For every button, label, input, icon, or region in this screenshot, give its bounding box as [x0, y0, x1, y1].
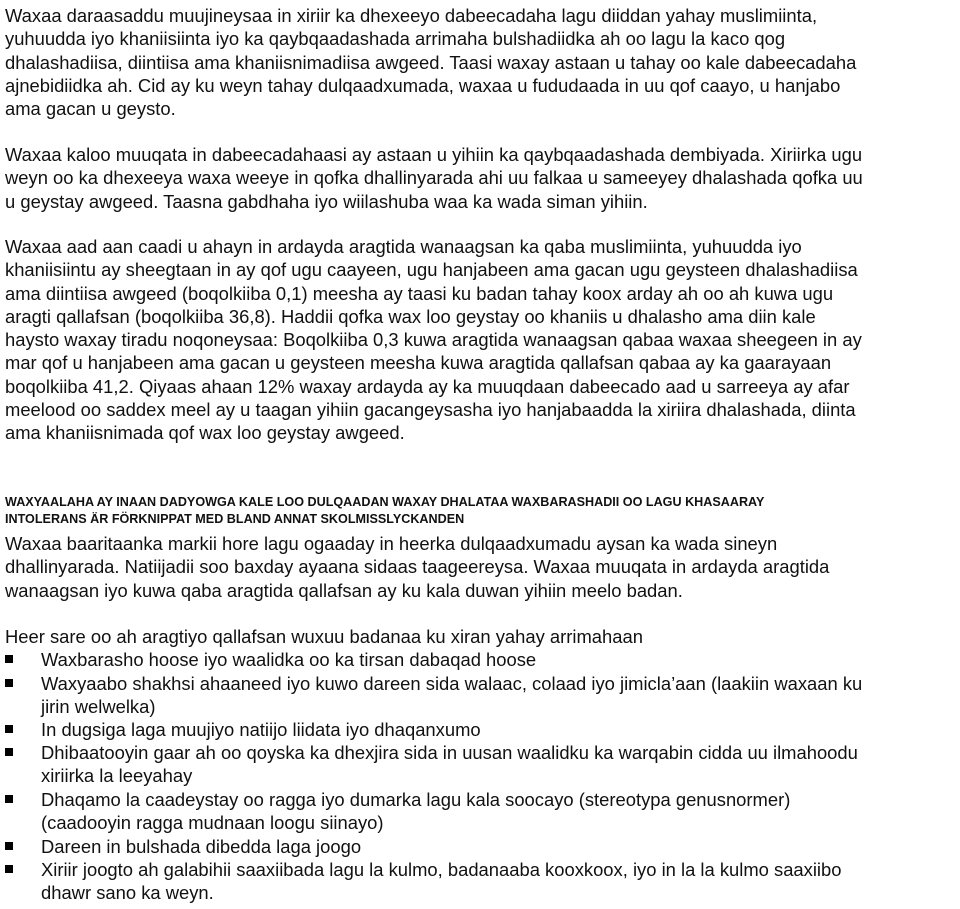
square-bullet-icon: [5, 865, 13, 873]
text-line: haysto waxay tiradu noqoneysaa: Boqolkiiba 0,3 kuwa aragtida wanaagsan qabaa waxaa sheegeen in ay: [5, 329, 862, 351]
text-line: ajnebidiidka ah. Cid ay ku weyn tahay dulqaadxumada, waxaa u fududaada in uu qof caayo, u hanjabo: [5, 74, 841, 96]
square-bullet-icon: [5, 748, 13, 756]
text-line: aragti qallafsan (boqolkiiba 36,8). Haddii qofka wax loo geystay oo khaniis u dhalasho ama diin kale: [5, 305, 816, 327]
heading-line-swedish: INTOLERANS ÄR FÖRKNIPPAT MED BLAND ANNAT SKOLMISSLYCKANDEN: [5, 512, 465, 526]
bullet-text: (caadooyin ragga mudnaan loogu siinayo): [41, 812, 384, 834]
bullet-text: xiriirka la leeyahay: [41, 765, 193, 787]
text-line: yuhuudda iyo khaniisiinta iyo ka qaybqaadashada arrimaha bulshadiidka ah oo lagu la kaco qog: [5, 28, 786, 50]
square-bullet-icon: [5, 655, 13, 663]
text-line: Waxaa daraasaddu muujineysaa in xiriir ka dhexeeyo dabeecadaha lagu diiddan yahay muslimiinta,: [5, 5, 818, 26]
text-line: boqolkiiba 41,2. Qiyaas ahaan 12% waxay ardayda ay ka muuqdaan dabeecado aad u sarreeya ay afar: [5, 375, 850, 397]
bullet-text: Xiriir joogto ah galabihii saaxiibada lagu la kulmo, badanaaba kooxkoox, iyo in la la kulmo saaxiibo: [41, 859, 842, 880]
text-line: ama diintiisa awgeed (boqolkiiba 0,1) meesha ay taasi ku badan tahay koox arday ah oo ah kuwa ugu: [5, 282, 834, 304]
paragraph-3: [5, 235, 957, 445]
bullet-text: jirin welwelka): [41, 696, 156, 718]
text-line: meelood oo saddex meel ay u taagan yihiin gacangeysasha iyo hanjabaadda la xiriira dhalashada, diinta: [5, 399, 856, 421]
square-bullet-icon: [5, 679, 13, 687]
paragraph-2: [5, 143, 957, 213]
paragraph-4: [5, 532, 957, 602]
text-line: khaniisiintu ay sheegtaan in ay qof ugu caayeen, ugu hanjabeen ama gacan ugu geysteen dhalashadiisa: [5, 259, 858, 281]
text-line: dhallinyarada. Natiijadii soo baxday ayaana sidaas taageereysa. Waxaa muuqata in ardayda aragtida: [5, 556, 830, 578]
bullet-text: Dhibaatooyin gaar ah oo qoyska ka dhexjira sida in uusan waalidku ka warqabin cidda uu ilmahoodu: [41, 742, 858, 763]
text-line: wanaagsan iyo kuwa qaba aragtida qallafsan ay ku kala duwan yihiin meelo badan.: [5, 579, 683, 601]
text-line: Waxaa kaloo muuqata in dabeecadahaasi ay astaan u yihiin ka qaybqaadashada dembiyada. Xiriirka ugu: [5, 144, 863, 165]
paragraph-1: [5, 4, 957, 120]
text-line: ama gacan u geysto.: [5, 98, 176, 120]
paragraph-5: [5, 625, 957, 648]
square-bullet-icon: [5, 725, 13, 733]
text-line: u geystay awgeed. Taasna gabdhaha iyo wiilashuba waa ka wada siman yihiin.: [5, 190, 648, 212]
text-line: mar qof u hanjabeen ama gacan u geysteen meesha kuwa aragtida qallafsan qabaa ay ka gaarayaan: [5, 352, 832, 374]
bullet-text: Waxyaabo shakhsi ahaaneed iyo kuwo dareen sida walaac, colaad iyo jimicla’aan (laakiin waxaan ku: [41, 673, 863, 694]
square-bullet-icon: [5, 842, 13, 850]
text-line: dhalashadiisa, diintiisa ama khaniisnimadiisa awgeed. Taasi waxay astaan u tahay oo kale dabeecadaha: [5, 51, 857, 73]
bullet-text: Waxbarasho hoose iyo waalidka oo ka tirsan dabaqad hoose: [41, 649, 537, 670]
text-line: weyn oo ka dhexeeya waxa weeye in qofka dhallinyarada ahi uu falkaa u sameeyey dhalashada qofka uu: [5, 167, 863, 189]
text-line: Heer sare oo ah aragtiyo qallafsan wuxuu badanaa ku xiran yahay arrimahaan: [5, 626, 643, 647]
heading-line-somali: WAXYAALAHA AY INAAN DADYOWGA KALE LOO DULQAADAN WAXAY DHALATAA WAXBARASHADII OO LAGU KHASAARAY: [5, 495, 765, 509]
text-line: Waxaa aad aan caadi u ahayn in ardayda aragtida wanaagsan ka qaba muslimiinta, yuhuudda iyo: [5, 236, 802, 257]
bullet-text: Dareen in bulshada dibedda laga joogo: [41, 836, 362, 857]
text-line: ama khaniisnimada qof wax loo geystay awgeed.: [5, 422, 405, 444]
bullet-text: dhawr sano ka weyn.: [41, 882, 214, 904]
text-line: Waxaa baaritaanka markii hore lagu ogaaday in heerka dulqaadxumadu aysan ka wada sineyn: [5, 533, 778, 554]
bullet-text: In dugsiga laga muujiyo natiijo liidata iyo dhaqanxumo: [41, 719, 481, 740]
square-bullet-icon: [5, 795, 13, 803]
section-heading: [5, 494, 957, 528]
bullet-text: Dhaqamo la caadeystay oo ragga iyo dumarka lagu kala soocayo (stereotypa genusnormer): [41, 789, 791, 810]
